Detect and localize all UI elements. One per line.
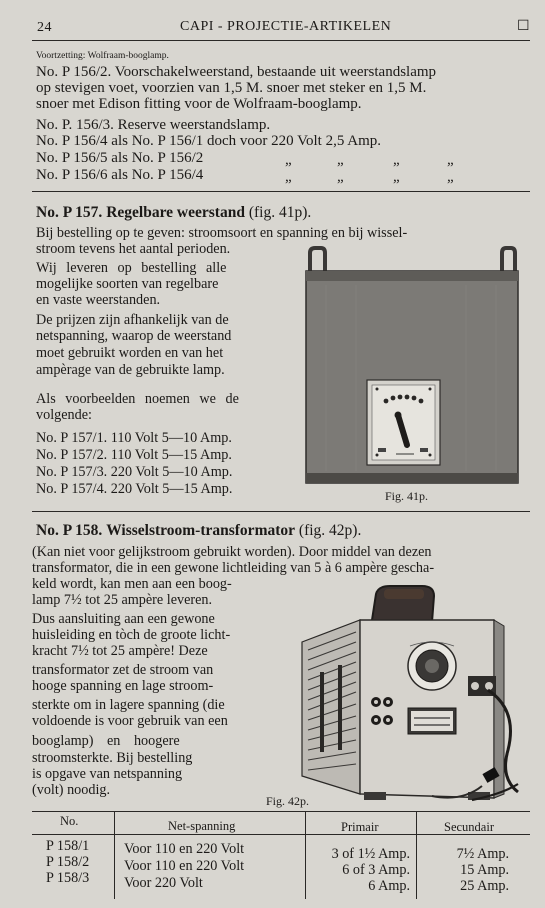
p158-line-7: kracht 7½ tot 25 ampère! Deze [32,643,208,659]
table-row-1-no: P 158/1 [46,838,90,854]
table-divider [114,811,115,899]
p157-heading [36,204,311,222]
p156-line-1: No. P 156/2. Voorschakelweerstand, bestaande uit weerstandslamp [36,64,437,80]
page-title: CAPI - PROJECTIE-ARTIKELEN [180,19,392,34]
p158-line-9: hooge spanning en lage stroom- [32,678,214,694]
table-row-1-secundair: 7½ Amp. [456,846,509,862]
p157-line-2: stroom tevens het aantal perioden. [36,241,231,257]
p157-line-5: en vaste weerstanden. [36,292,161,308]
ditto-mark: „ [337,169,344,185]
p157-line-7: netspanning, waarop de weerstand [36,328,232,344]
table-row-3-no: P 158/3 [46,870,90,886]
table-top-rule [32,811,530,812]
fig-42p-caption: Fig. 42p. [266,794,310,808]
table-row-3-net: Voor 220 Volt [124,875,203,891]
ditto-mark: „ [285,152,292,168]
p158-title: Wisselstroom-transformator [106,522,296,539]
table-row-2-primair: 6 of 3 Amp. [342,862,410,878]
p157-line-10: Als voorbeelden noemen we de [36,391,239,407]
regulating-resistor-figure [296,245,528,485]
ditto-mark: „ [393,169,400,185]
p156-line-3: snoer met Edison fitting voor de Wolfraam-booglamp. [36,96,362,112]
p157-item-1: No. P 157/1. 110 Volt 5—10 Amp. [36,430,232,446]
p157-line-1: Bij bestelling op te geven: stroomsoort en spanning en bij wissel- [36,225,408,241]
p156-line-4: No. P. 156/3. Reserve weerstandslamp. [36,117,271,133]
table-row-2-no: P 158/2 [46,854,90,870]
table-row-3-secundair: 25 Amp. [460,878,509,894]
p158-line-5: Dus aansluiting aan een gewone [32,611,215,627]
table-row-1-primair: 3 of 1½ Amp. [331,846,410,862]
table-row-3-primair: 6 Amp. [368,878,410,894]
table-row-2-net: Voor 110 en 220 Volt [124,858,245,874]
p157-line-8: moet gebruikt worden en van het [36,345,224,361]
p157-item-2: No. P 157/2. 110 Volt 5—15 Amp. [36,447,232,463]
ac-transformer-figure [272,580,530,808]
p158-line-6: huisleiding en tòch de groote licht- [32,627,231,643]
p156-line-7: No. P 156/6 als No. P 156/4 [36,167,204,183]
p157-title: Regelbare weerstand [106,204,245,221]
p157-line-3: Wij leveren op bestelling alle [36,260,227,276]
ditto-mark: „ [447,169,454,185]
p158-heading [36,522,361,540]
col-header-primair: Primair [341,820,379,834]
col-header-net: Net-spanning [168,819,236,833]
p157-item-4: No. P 157/4. 220 Volt 5—15 Amp. [36,481,233,497]
p157-line-11: volgende: [36,407,92,423]
p158-line-2: transformator, die in een gewone lichtleiding van 5 à 6 ampère gescha- [32,560,435,576]
p158-line-12: booglamp) en hoogere [32,733,180,749]
p158-number: No. P 158. [36,522,103,539]
p158-line-13: stroomsterkte. Bij bestelling [32,750,193,766]
p158-line-15: (volt) noodig. [32,782,111,798]
fig-41p-caption: Fig. 41p. [385,489,429,503]
p156-line-2: op stevigen voet, voorzien van 1,5 M. snoer met steker en 1,5 M. [36,80,427,96]
p157-line-6: De prijzen zijn afhankelijk van de [36,312,229,328]
ditto-mark: „ [285,169,292,185]
p157-number: No. P 157. [36,204,103,221]
header-rule [32,40,530,41]
p158-line-4: lamp 7½ tot 25 ampère leveren. [32,592,213,608]
continuation-note: Voortzetting: Wolfraam-booglamp. [36,51,169,61]
p158-line-8: transformator zet de stroom van [32,662,214,678]
table-row-2-secundair: 15 Amp. [460,862,509,878]
page-number: 24 [37,20,52,35]
p158-line-3: keld wordt, kan men aan een boog- [32,576,232,592]
col-header-no: No. [60,814,79,828]
p158-fig-ref: (fig. 42p). [298,522,362,539]
p158-line-14: is opgave van netspanning [32,766,183,782]
ditto-mark: „ [337,152,344,168]
p156-line-5: No. P 156/4 als No. P 156/1 doch voor 220 Volt 2,5 Amp. [36,133,382,149]
p158-line-10: sterkte om in lagere spanning (die [32,697,225,713]
ditto-mark: „ [393,152,400,168]
p157-item-3: No. P 157/3. 220 Volt 5—10 Amp. [36,464,233,480]
col-header-secundair: Secundair [444,820,494,834]
table-row-1-net: Voor 110 en 220 Volt [124,841,245,857]
p157-line-4: mogelijke soorten van regelbare [36,276,219,292]
p158-line-1: (Kan niet voor gelijkstroom gebruikt worden). Door middel van dezen [32,544,432,560]
section-rule [32,191,530,192]
p157-line-9: ampèrage van de gebruikte lamp. [36,362,225,378]
header-box: ☐ [517,19,531,34]
p158-line-11: voldoende is voor gebruik van een [32,713,228,729]
ditto-mark: „ [447,152,454,168]
p157-fig-ref: (fig. 41p). [248,204,312,221]
p156-line-6: No. P 156/5 als No. P 156/2 [36,150,204,166]
section-rule [32,511,530,512]
